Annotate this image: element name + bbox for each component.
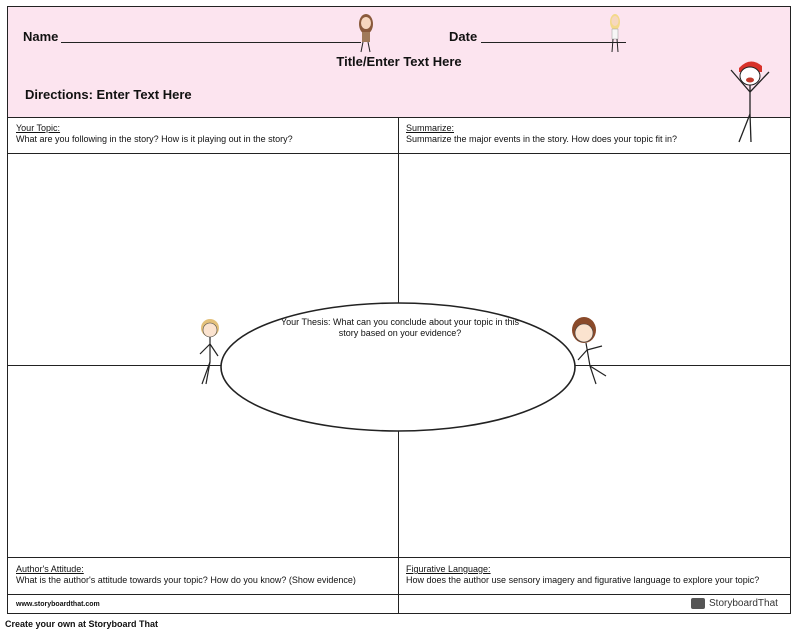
figurative-title: Figurative Language: bbox=[406, 564, 491, 574]
summarize-title: Summarize: bbox=[406, 123, 455, 133]
topic-question: What are you following in the story? How is it playing out in the story? bbox=[16, 134, 293, 144]
brand-logo bbox=[691, 595, 778, 611]
summarize-question: Summarize the major events in the story. How does your topic fit in? bbox=[406, 134, 677, 144]
topic-title: Your Topic: bbox=[16, 123, 61, 133]
storyboard-icon bbox=[691, 598, 705, 609]
divider-top-questions bbox=[8, 153, 790, 154]
attitude-box[interactable] bbox=[16, 564, 391, 586]
divider-footer bbox=[8, 594, 790, 595]
girl-figure-icon bbox=[352, 12, 378, 54]
page-title[interactable]: Title/Enter Text Here bbox=[336, 54, 462, 69]
blonde-girl-figure-icon bbox=[604, 12, 626, 54]
figurative-question: How does the author use sensory imagery and figurative language to explore your topic? bbox=[406, 575, 760, 585]
brown-hair-girl-figure-icon bbox=[570, 316, 608, 388]
name-label: Name bbox=[23, 29, 59, 44]
divider-bottom-questions bbox=[8, 557, 790, 558]
footer-url: www.storyboardthat.com bbox=[16, 601, 100, 608]
bottom-caption[interactable]: Create your own at Storyboard That bbox=[5, 619, 159, 629]
waving-figure-icon bbox=[725, 54, 775, 146]
divider-header bbox=[8, 117, 790, 118]
brand-name: StoryboardThat bbox=[709, 597, 778, 609]
thesis-question: Your Thesis: What can you conclude about your topic in this story based on your evidence? bbox=[280, 317, 520, 338]
name-field[interactable] bbox=[61, 42, 361, 43]
topic-box[interactable] bbox=[16, 123, 391, 145]
figurative-box[interactable] bbox=[406, 564, 784, 586]
attitude-title: Author's Attitude: bbox=[16, 564, 84, 574]
attitude-question: What is the author's attitude towards your topic? How do you know? (Show evidence) bbox=[16, 575, 356, 585]
date-label: Date bbox=[449, 29, 478, 44]
boy-figure-icon bbox=[192, 316, 222, 388]
directions-text[interactable]: Directions: Enter Text Here bbox=[25, 87, 192, 102]
